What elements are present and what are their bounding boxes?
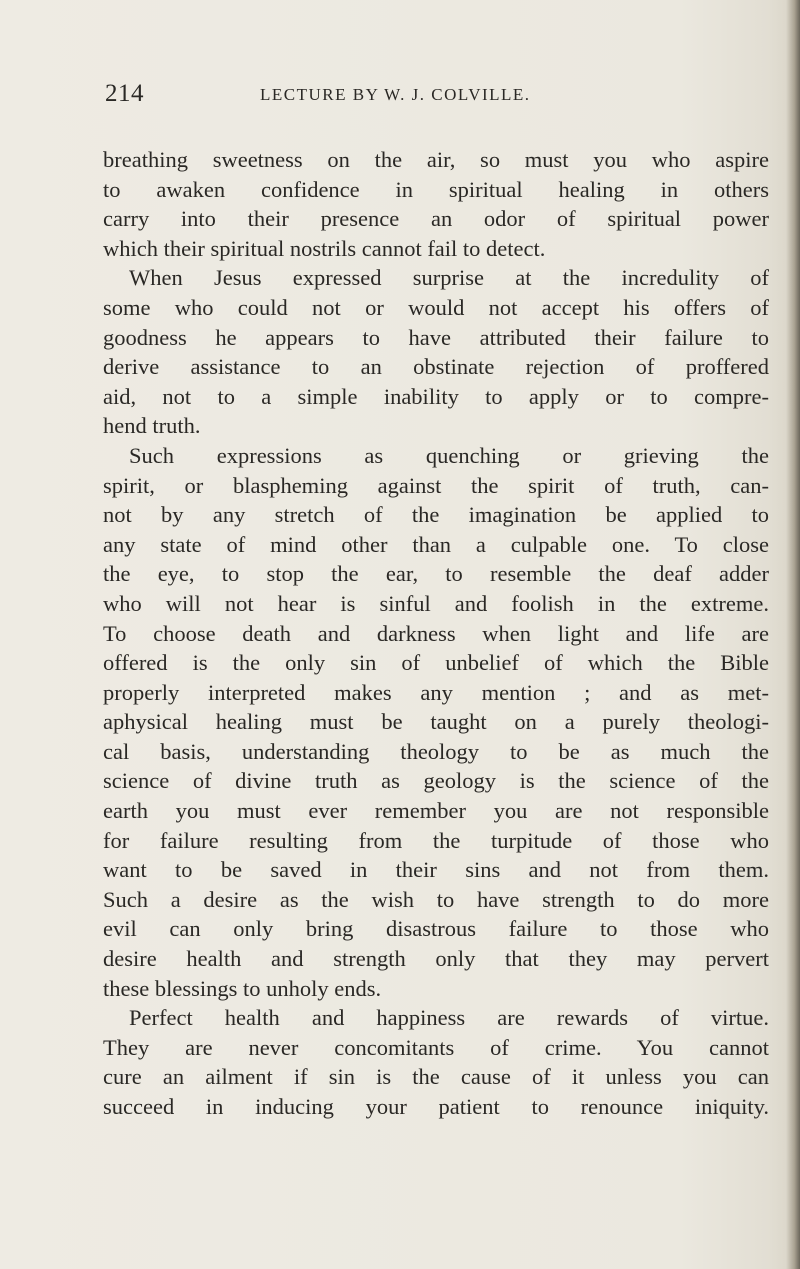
text-line: succeed in inducing your patient to renounce iniquity.: [103, 1094, 769, 1119]
text-line: offered is the only sin of unbelief of which the Bible: [103, 650, 769, 676]
text-line: not by any stretch of the imagination be applied to: [103, 502, 769, 528]
text-line: science of divine truth as geology is the science of the: [103, 768, 769, 794]
text-line: aphysical healing must be taught on a purely theologi-: [103, 709, 769, 735]
text-line: which their spiritual nostrils cannot fail to detect.: [103, 235, 546, 261]
text-line: some who could not or would not accept his offers of: [103, 294, 769, 320]
text-line: spirit, or blaspheming against the spirit of truth, can-: [103, 472, 769, 498]
text-line: derive assistance to an obstinate rejection of proffered: [103, 354, 769, 380]
text-line: Such expressions as quenching or grieving the: [129, 442, 769, 468]
text-line: properly interpreted makes any mention ; and as met-: [103, 679, 769, 705]
text-line: evil can only bring disastrous failure to those who: [103, 916, 769, 942]
text-line: aid, not to a simple inability to apply or to compre-: [103, 383, 769, 409]
text-line: cure an ailment if sin is the cause of it unless you can: [103, 1064, 769, 1090]
text-line: earth you must ever remember you are not responsible: [103, 798, 769, 824]
text-line: want to be saved in their sins and not from them.: [103, 857, 769, 883]
text-line: goodness he appears to have attributed their failure to: [103, 324, 769, 350]
text-line: cal basis, understanding theology to be as much the: [103, 738, 769, 764]
text-line: They are never concomitants of crime. You cannot: [103, 1034, 769, 1060]
text-line: for failure resulting from the turpitude of those who: [103, 827, 769, 853]
running-title: LECTURE BY W. J. COLVILLE.: [260, 85, 531, 104]
text-line: these blessings to unholy ends.: [103, 975, 382, 1001]
text-line: breathing sweetness on the air, so must you who aspire: [103, 147, 769, 172]
text-line: desire health and strength only that they may pervert: [103, 946, 769, 972]
text-line: Such a desire as the wish to have strength to do more: [103, 886, 769, 912]
body-text: [103, 145, 769, 1122]
text-line: who will not hear is sinful and foolish in the extreme.: [103, 590, 769, 616]
text-line: any state of mind other than a culpable one. To close: [103, 531, 769, 557]
page-number: 214: [105, 80, 144, 107]
text-line: the eye, to stop the ear, to resemble the deaf adder: [103, 561, 769, 587]
text-line: To choose death and darkness when light and life are: [103, 620, 769, 646]
page-edge-shadow: [786, 0, 800, 1269]
running-head: [105, 74, 760, 114]
text-line: When Jesus expressed surprise at the incredulity of: [129, 265, 769, 291]
text-line: to awaken confidence in spiritual healing in others: [103, 176, 769, 202]
text-line: carry into their presence an odor of spiritual power: [103, 206, 769, 232]
text-line: hend truth.: [103, 413, 201, 439]
text-line: Perfect health and happiness are rewards of virtue.: [129, 1005, 769, 1031]
